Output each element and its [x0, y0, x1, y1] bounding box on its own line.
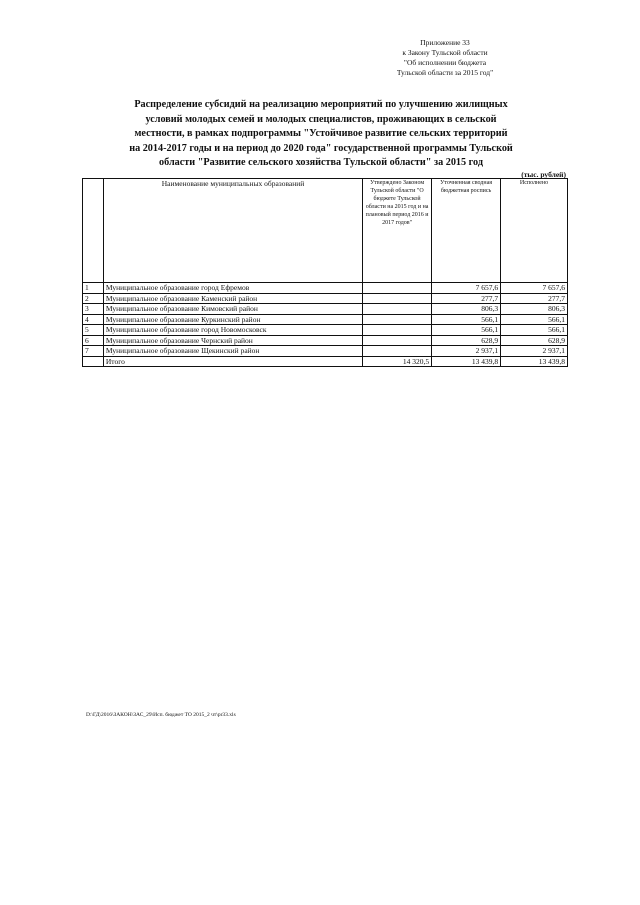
appendix-line: к Закону Тульской области — [402, 48, 488, 57]
row-num: 1 — [83, 283, 104, 294]
row-approved — [363, 335, 432, 346]
table-row — [83, 283, 568, 294]
table-row — [83, 304, 568, 315]
row-refined: 566,1 — [432, 314, 501, 325]
row-approved — [363, 293, 432, 304]
title-line: Распределение субсидий на реализацию мероприятий по улучшению жилищных — [134, 99, 508, 110]
row-executed: 277,7 — [501, 293, 568, 304]
row-refined: 566,1 — [432, 325, 501, 336]
appendix-line: "Об исполнении бюджета — [403, 58, 487, 67]
total-num — [83, 356, 104, 367]
row-num: 5 — [83, 325, 104, 336]
total-label: Итого — [103, 356, 362, 367]
appendix-line: Приложение 33 — [420, 38, 470, 47]
row-executed: 806,3 — [501, 304, 568, 315]
row-num: 4 — [83, 314, 104, 325]
row-refined: 2 937,1 — [432, 346, 501, 357]
appendix-line: Тульской области за 2015 год" — [396, 68, 494, 77]
title-line: на 2014-2017 годы и на период до 2020 года" государственной программы Тульской — [129, 142, 513, 154]
table-row — [83, 325, 568, 336]
row-executed: 7 657,6 — [501, 283, 568, 294]
header-num — [83, 179, 104, 283]
subsidy-table — [82, 178, 568, 367]
row-approved — [363, 283, 432, 294]
row-num: 2 — [83, 293, 104, 304]
file-path-footer: D:\ГД\2016\ЗАКОН\ЗАС_29\Исп. бюджет ТО 2015_2 чт\pr33.xls — [86, 712, 236, 718]
header-executed: Исполнено — [501, 179, 568, 283]
appendix-header — [355, 38, 535, 78]
row-num: 7 — [83, 346, 104, 357]
row-executed: 566,1 — [501, 314, 568, 325]
unit-label: (тыс. рублей) — [521, 170, 566, 179]
row-name: Муниципальное образование Кимовский район — [103, 304, 362, 315]
row-name: Муниципальное образование Куркинский район — [103, 314, 362, 325]
table-row — [83, 314, 568, 325]
row-num: 3 — [83, 304, 104, 315]
row-name: Муниципальное образование Щекинский район — [103, 346, 362, 357]
row-executed: 2 937,1 — [501, 346, 568, 357]
total-approved: 14 320,5 — [363, 356, 432, 367]
table-total-row — [83, 356, 568, 367]
row-name: Муниципальное образование Каменский район — [103, 293, 362, 304]
row-approved — [363, 314, 432, 325]
row-refined: 7 657,6 — [432, 283, 501, 294]
row-executed: 628,9 — [501, 335, 568, 346]
row-name: Муниципальное образование город Ефремов — [103, 283, 362, 294]
title-line: местности, в рамках подпрограммы "Устойчивое развитие сельских территорий — [134, 128, 508, 139]
row-approved — [363, 304, 432, 315]
row-refined: 628,9 — [432, 335, 501, 346]
row-approved — [363, 325, 432, 336]
row-approved — [363, 346, 432, 357]
total-executed: 13 439,8 — [501, 356, 568, 367]
row-name: Муниципальное образование город Новомосковск — [103, 325, 362, 336]
header-refined: Уточненная сводная бюджетная роспись — [432, 179, 501, 283]
row-name: Муниципальное образование Чернский район — [103, 335, 362, 346]
header-approved: Утверждено Законом Тульской области "О бюджете Тульской области на 2015 год и на плановый период 2016 и 2017 годов" — [363, 179, 432, 283]
row-executed: 566,1 — [501, 325, 568, 336]
row-refined: 806,3 — [432, 304, 501, 315]
title-line: области "Развитие сельского хозяйства Тульской области" за 2015 год — [159, 157, 483, 168]
row-refined: 277,7 — [432, 293, 501, 304]
table-row — [83, 293, 568, 304]
table-row — [83, 346, 568, 357]
table-header-row — [83, 179, 568, 283]
title-line: условий молодых семей и молодых специалистов, проживающих в сельской — [145, 113, 497, 125]
header-name: Наименование муниципальных образований — [103, 179, 362, 283]
row-num: 6 — [83, 335, 104, 346]
document-title — [80, 98, 562, 171]
table-row — [83, 335, 568, 346]
total-refined: 13 439,8 — [432, 356, 501, 367]
